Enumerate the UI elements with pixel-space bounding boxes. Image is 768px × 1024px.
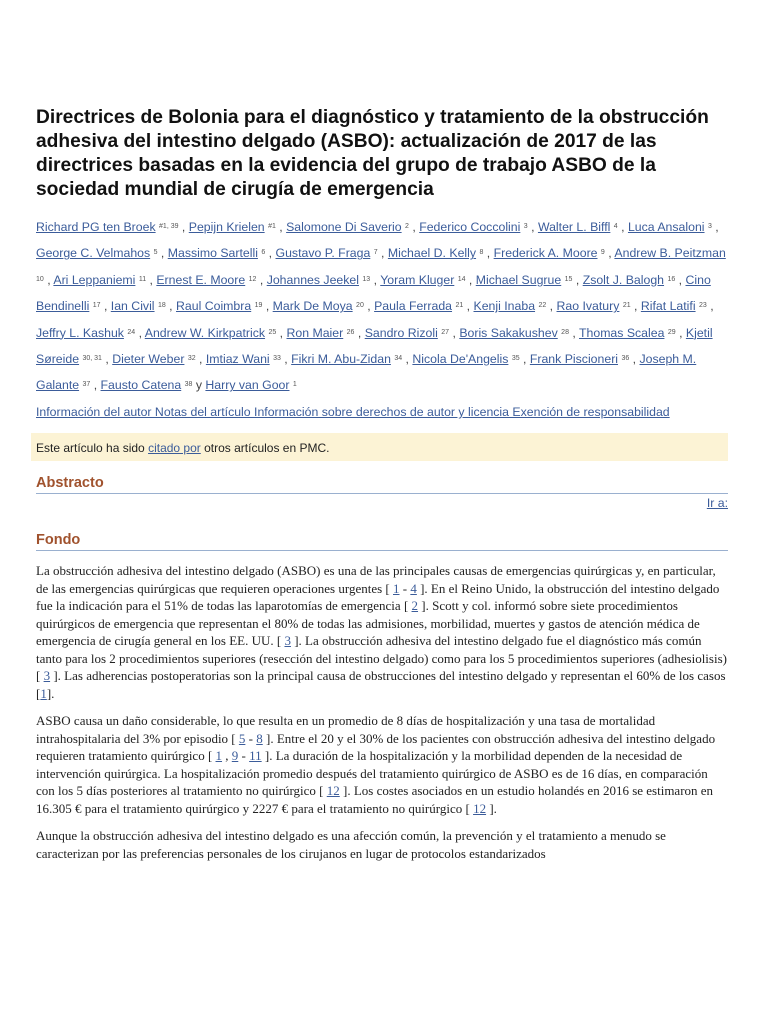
author-separator: , bbox=[706, 299, 714, 314]
reference-link[interactable]: 12 bbox=[473, 800, 487, 816]
paragraph-text: ]. La obstrucción adhesiva del intestino delgado fue el diagnóstico más común tanto para los 2 procedimientos superiores (resección del intestino delgado) como para los 5 procedimientos superiores (adhesiolisis) [ bbox=[36, 633, 727, 683]
author-separator: , bbox=[280, 352, 292, 367]
author-separator: , bbox=[101, 352, 113, 367]
reference-link[interactable]: 3 bbox=[284, 633, 291, 648]
author-affiliation: 11 bbox=[138, 275, 147, 283]
background-body bbox=[36, 562, 728, 872]
author-link[interactable]: Frederick A. Moore bbox=[493, 246, 598, 261]
author-affiliation: 21 bbox=[455, 302, 464, 310]
author-separator: , bbox=[675, 272, 686, 287]
paragraph-text: ]. En el Reino Unido, la obstrucción del intestino delgado fue la indicación para el 51% de todas las laparotomías de emergencia [ bbox=[36, 580, 720, 613]
author-separator: , bbox=[135, 325, 145, 340]
author-affiliation: 25 bbox=[268, 328, 277, 336]
author-affiliation: 9 bbox=[600, 249, 605, 257]
author-separator: , bbox=[604, 246, 615, 261]
paragraph-text: - bbox=[245, 730, 257, 746]
author-affiliation: 17 bbox=[92, 302, 101, 310]
author-link[interactable]: Michael Sugrue bbox=[475, 272, 562, 287]
author-separator: , bbox=[146, 272, 157, 287]
paragraph-text: - bbox=[238, 748, 250, 763]
author-separator: , bbox=[256, 272, 267, 287]
paragraph-text: ]. Entre el 20 y el 30% de los pacientes con obstrucción adhesiva del intestino delgado requieren tratamiento quirúrgico [ bbox=[36, 730, 716, 763]
author-affiliation: 5 bbox=[153, 249, 158, 257]
author-link[interactable]: Andrew B. Peitzman bbox=[614, 246, 726, 261]
paragraph-text: ]. bbox=[46, 685, 55, 701]
author-affiliation: 26 bbox=[346, 328, 355, 336]
author-link[interactable]: Salomone Di Saverio bbox=[286, 220, 402, 234]
paragraph bbox=[36, 712, 728, 817]
author-link[interactable]: Harry van Goor bbox=[205, 378, 290, 393]
reference-link[interactable]: 12 bbox=[326, 783, 340, 798]
author-affiliation: 23 bbox=[698, 302, 707, 310]
cited-by-link[interactable]: citado por bbox=[148, 441, 201, 455]
author-link[interactable]: Federico Coccolini bbox=[419, 220, 521, 234]
author-link[interactable]: Imtiaz Wani bbox=[205, 352, 270, 367]
paragraph-text: ]. Las adherencias postoperatorias son la principal causa de obstrucciones del intestino delgado y representan el 60% de los casos [ bbox=[36, 668, 726, 701]
author-affiliation: 1 bbox=[292, 381, 297, 389]
author-link[interactable]: Walter L. Biffl bbox=[537, 220, 611, 234]
author-separator: , bbox=[262, 299, 273, 314]
author-affiliation: 29 bbox=[667, 328, 676, 336]
author-separator: , bbox=[178, 220, 189, 234]
reference-link[interactable]: 11 bbox=[249, 748, 262, 763]
author-separator: , bbox=[675, 325, 686, 340]
author-separator: , bbox=[449, 325, 460, 340]
author-link[interactable]: Fikri M. Abu-Zidan bbox=[291, 352, 391, 367]
author-affiliation: 32 bbox=[187, 355, 196, 363]
author-separator: , bbox=[630, 299, 641, 314]
author-link[interactable]: Fausto Catena bbox=[100, 378, 182, 393]
author-affiliation: 30, 31 bbox=[82, 355, 102, 363]
author-separator: , bbox=[408, 220, 420, 234]
reference-link[interactable]: 9 bbox=[231, 748, 239, 763]
author-separator: , bbox=[363, 299, 375, 314]
paragraph-text: ]. La duración de la hospitalización y la morbilidad dependen de la necesidad de intervención quirúrgica. La hospitalización promedio después del tratamiento quirúrgico de ASBO es de 16 días, en comparación con los 5 días posteriores al tratamiento no quirúrgico [ bbox=[36, 748, 708, 798]
author-affiliation: 14 bbox=[457, 275, 466, 283]
author-link[interactable]: Zsolt J. Balogh bbox=[582, 272, 665, 287]
author-affiliation: 35 bbox=[511, 355, 520, 363]
author-link[interactable]: Frank Piscioneri bbox=[529, 352, 619, 367]
author-link[interactable]: Luca Ansaloni bbox=[627, 220, 705, 234]
author-link[interactable]: Michael D. Kelly bbox=[387, 246, 477, 261]
reference-link[interactable]: 1 bbox=[40, 685, 47, 701]
author-link[interactable]: Yoram Kluger bbox=[380, 272, 455, 287]
author-separator: , bbox=[43, 272, 54, 287]
author-affiliation: 20 bbox=[356, 302, 364, 310]
paragraph-text: ]. Scott y col. informó sobre siete procedimientos quirúrgicos de emergencia que representan el 80% de todas las admisiones, morbilidad, muertes y gastos de atención médica de emergencia de cirugía general en los EE. UU. [ bbox=[36, 598, 700, 648]
author-affiliation: 3 bbox=[523, 223, 528, 230]
author-separator: , bbox=[195, 352, 206, 367]
author-separator: , bbox=[519, 352, 530, 367]
cited-suffix: otros artículos en PMC. bbox=[200, 441, 330, 455]
author-link[interactable]: Nicola De'Angelis bbox=[412, 352, 509, 367]
abstract-heading: Abstracto bbox=[36, 475, 728, 494]
author-link[interactable]: Gustavo P. Fraga bbox=[275, 246, 371, 261]
author-link[interactable]: Dieter Weber bbox=[112, 352, 185, 367]
author-affiliation: 3 bbox=[707, 223, 712, 230]
cited-by-notice bbox=[31, 433, 728, 461]
reference-link[interactable]: 8 bbox=[256, 730, 263, 746]
author-affiliation: 4 bbox=[613, 223, 618, 230]
author-affiliation: 27 bbox=[441, 328, 450, 336]
author-separator: , bbox=[100, 299, 111, 314]
author-separator: , bbox=[572, 272, 583, 287]
article-meta-links[interactable] bbox=[36, 405, 670, 419]
author-affiliation: 37 bbox=[82, 381, 91, 389]
author-separator: , bbox=[617, 220, 628, 234]
author-affiliation: 18 bbox=[157, 302, 166, 310]
author-link[interactable]: Andrew W. Kirkpatrick bbox=[144, 325, 266, 340]
author-affiliation: 6 bbox=[261, 249, 266, 257]
author-link[interactable]: Ernest E. Moore bbox=[156, 272, 246, 287]
author-link[interactable]: Kjetil Søreide bbox=[36, 325, 713, 367]
author-link[interactable]: Kenji Inaba bbox=[473, 299, 536, 314]
author-separator: , bbox=[90, 378, 101, 393]
paragraph-text: Aunque la obstrucción adhesiva del intestino delgado es una afección común, la prevención y el tratamiento a menudo se caracterizan por las preferencias personales de los cirujanos en lugar de protocolos estandarizados bbox=[36, 828, 666, 861]
author-link[interactable]: Boris Sakakushev bbox=[459, 325, 558, 340]
author-separator: , bbox=[275, 220, 287, 234]
author-affiliation: 22 bbox=[538, 302, 547, 310]
author-separator: , bbox=[157, 246, 168, 261]
meta-links-text[interactable]: Información del autor Notas del artículo Información sobre derechos de autor y licencia Exención de responsabilidad bbox=[36, 405, 670, 419]
author-affiliation: 24 bbox=[127, 328, 136, 336]
author-separator: , bbox=[265, 246, 276, 261]
author-separator: , bbox=[370, 272, 381, 287]
author-link[interactable]: Sandro Rizoli bbox=[364, 325, 438, 340]
paragraph-text: ASBO causa un daño considerable, lo que resulta en un promedio de 8 días de hospitalización y una tasa de mortalidad intrahospitalaria del 3% por episodio [ bbox=[36, 713, 656, 746]
author-separator: , bbox=[483, 246, 494, 261]
reference-link[interactable]: 1 bbox=[393, 580, 400, 596]
author-affiliation: 16 bbox=[667, 275, 676, 283]
reference-link[interactable]: 3 bbox=[43, 668, 51, 683]
author-link[interactable]: Cino Bendinelli bbox=[36, 272, 711, 314]
author-list bbox=[36, 214, 732, 399]
author-affiliation: 12 bbox=[248, 275, 257, 283]
author-link[interactable]: Paula Ferrada bbox=[374, 299, 453, 314]
author-affiliation: #1, 39 bbox=[159, 223, 179, 230]
author-affiliation: 38 bbox=[184, 381, 193, 389]
author-separator: , bbox=[402, 352, 413, 367]
author-separator: , bbox=[527, 220, 538, 234]
author-separator: , bbox=[568, 325, 579, 340]
paragraph-text: ]. bbox=[486, 800, 497, 816]
author-affiliation: 15 bbox=[564, 275, 573, 283]
author-separator: , bbox=[465, 272, 476, 287]
author-affiliation: 21 bbox=[622, 302, 631, 310]
author-affiliation: 28 bbox=[561, 328, 569, 336]
author-link[interactable]: Rao Ivatury bbox=[556, 299, 620, 314]
author-link[interactable]: Ari Leppaniemi bbox=[53, 272, 136, 287]
author-separator: , bbox=[546, 299, 557, 314]
author-separator: , bbox=[463, 299, 474, 314]
author-link[interactable]: Ian Civil bbox=[110, 299, 155, 314]
author-separator: , bbox=[276, 325, 287, 340]
author-link[interactable]: George C. Velmahos bbox=[36, 246, 151, 261]
author-link[interactable]: Raul Coimbra bbox=[176, 299, 252, 314]
goto-link[interactable]: Ir a: bbox=[706, 496, 728, 510]
cited-prefix: Este artículo ha sido bbox=[36, 441, 149, 455]
paragraph-text: , bbox=[222, 748, 232, 763]
author-link[interactable]: Jeffry L. Kashuk bbox=[36, 325, 124, 340]
author-link[interactable]: Joseph M. Galante bbox=[36, 352, 697, 393]
paragraph-text: ]. Los costes asociados en un estudio holandés en 2016 se estimaron en 16.305 € para el tratamiento quirúrgico y 2227 € para el tratamiento no quirúrgico [ bbox=[36, 783, 714, 816]
author-link[interactable]: Mark De Moya bbox=[272, 299, 353, 314]
reference-link[interactable]: 5 bbox=[238, 730, 246, 746]
author-affiliation: 10 bbox=[36, 275, 44, 283]
author-link[interactable]: Johannes Jeekel bbox=[266, 272, 359, 287]
paragraph-text: - bbox=[399, 580, 411, 596]
author-affiliation: #1 bbox=[268, 223, 276, 230]
author-affiliation: 2 bbox=[405, 223, 409, 230]
author-affiliation: 36 bbox=[621, 355, 630, 363]
author-affiliation: 7 bbox=[373, 249, 378, 257]
author-link[interactable]: Ron Maier bbox=[286, 325, 344, 340]
author-affiliation: 13 bbox=[362, 275, 371, 283]
background-heading: Fondo bbox=[36, 532, 728, 551]
author-separator: , bbox=[354, 325, 365, 340]
author-separator: y bbox=[192, 378, 206, 393]
article-title: Directrices de Bolonia para el diagnóstico y tratamiento de la obstrucción adhesiva del intestino delgado (ASBO): actualización de 2017 de las directrices basadas en la evidencia del grupo de trabajo ASBO de la sociedad mundial de cirugía de emergencia bbox=[36, 107, 709, 200]
paragraph bbox=[36, 827, 728, 862]
author-link[interactable]: Massimo Sartelli bbox=[167, 246, 258, 261]
author-affiliation: 8 bbox=[479, 249, 484, 257]
author-link[interactable]: Thomas Scalea bbox=[579, 325, 665, 340]
author-separator: , bbox=[165, 299, 177, 314]
author-affiliation: 34 bbox=[394, 355, 403, 363]
author-affiliation: 33 bbox=[273, 355, 281, 363]
author-separator: , bbox=[629, 352, 640, 367]
paragraph bbox=[36, 562, 728, 702]
author-separator: , bbox=[377, 246, 388, 261]
author-link[interactable]: Pepijn Krielen bbox=[188, 220, 265, 234]
author-affiliation: 19 bbox=[254, 302, 263, 310]
author-separator: , bbox=[711, 220, 719, 234]
reference-link[interactable]: 4 bbox=[410, 580, 417, 596]
author-link[interactable]: Richard PG ten Broek bbox=[36, 220, 156, 234]
author-link[interactable]: Rifat Latifi bbox=[640, 299, 696, 314]
reference-link[interactable]: 2 bbox=[411, 598, 419, 613]
reference-link[interactable]: 1 bbox=[215, 748, 223, 763]
paragraph-text: La obstrucción adhesiva del intestino delgado (ASBO) es una de las principales causas de emergencias quirúrgicas y, en particular, de las emergencias quirúrgicas que requieren operaciones urgentes [ bbox=[36, 563, 716, 596]
